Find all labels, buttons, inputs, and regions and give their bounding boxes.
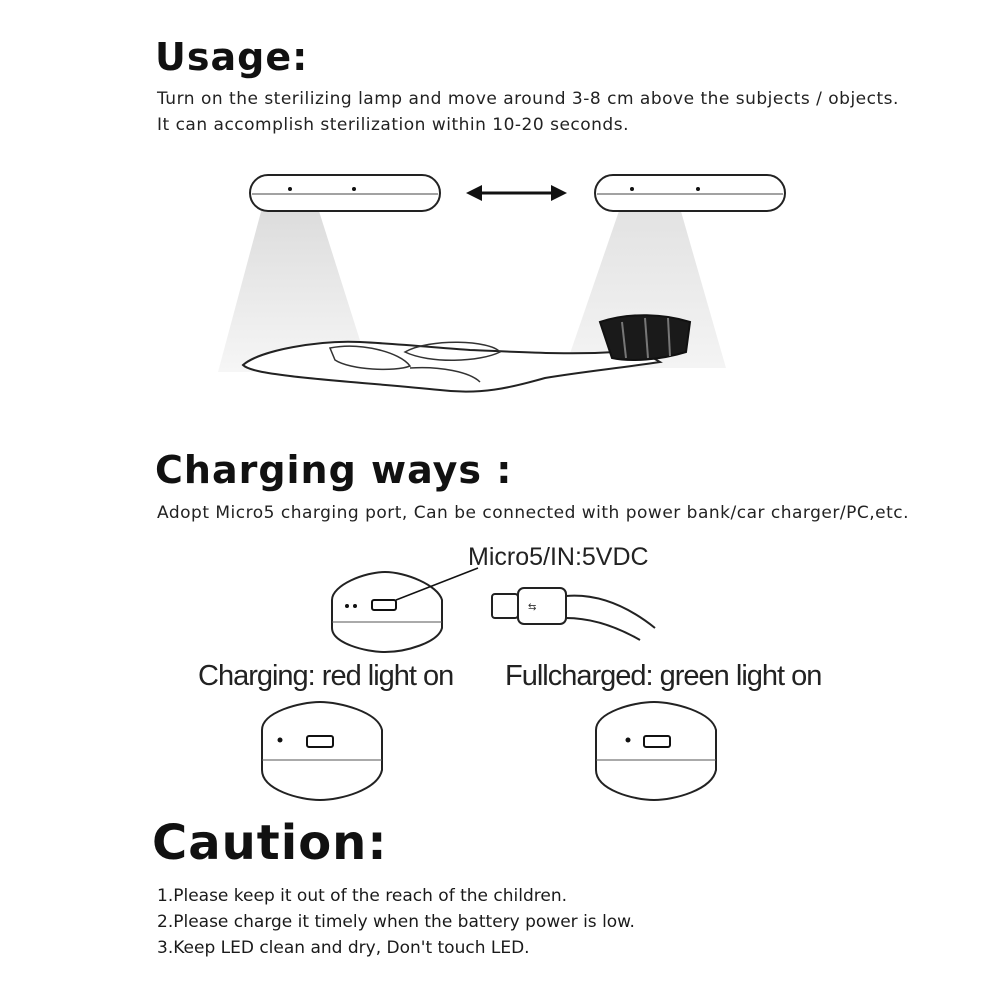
svg-text:⇆: ⇆ xyxy=(528,602,537,613)
usage-instructions xyxy=(157,86,899,138)
double-arrow-icon xyxy=(466,185,567,201)
sterilizer-lamp-icon xyxy=(595,175,785,211)
caution-item: 2.Please charge it timely when the battery power is low. xyxy=(157,912,635,932)
charging-description: Adopt Micro5 charging port, Can be connected with power bank/car charger/PC,etc. xyxy=(157,503,909,523)
caution-item: 3.Keep LED clean and dry, Don't touch LED. xyxy=(157,938,530,958)
device-port-closeup xyxy=(332,568,478,652)
charging-status-label: Charging: red light on xyxy=(198,660,454,692)
port-label: Micro5/IN:5VDC xyxy=(468,543,649,571)
charging-heading: Charging ways : xyxy=(155,448,513,492)
device-full-green xyxy=(596,702,716,800)
caution-heading: Caution: xyxy=(152,815,388,871)
micro-usb-cable-icon xyxy=(492,588,655,640)
usage-line: It can accomplish sterilization within 10-20 seconds. xyxy=(157,115,629,135)
caution-item: 1.Please keep it out of the reach of the children. xyxy=(157,886,567,906)
sterilizer-lamp-icon xyxy=(250,175,440,211)
fullcharged-status-label: Fullcharged: green light on xyxy=(505,660,822,692)
usage-line: Turn on the sterilizing lamp and move around 3-8 cm above the subjects / objects. xyxy=(157,89,899,109)
device-charging-red xyxy=(262,702,382,800)
caution-list xyxy=(157,883,635,961)
usage-heading: Usage: xyxy=(155,35,309,79)
